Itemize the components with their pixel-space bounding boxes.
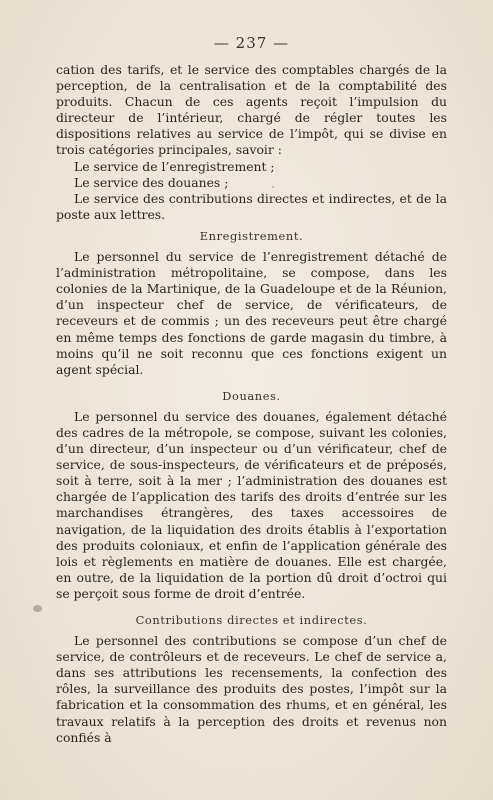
ink-spot <box>33 605 42 612</box>
intro-paragraph: cation des tarifs, et le service des comptables chargés de la perception, de la centralisation et de la comptabilité des produits. Chacun de ces agents reçoit l’impulsion du directeur de l’intérieur, chargé de régler toutes les dispositions relatives au service de l’impôt, qui se divise en trois catégories principales, savoir : <box>56 62 447 158</box>
section-heading-contributions: Contributions directes et indirectes. <box>135 613 368 627</box>
page-number: — 237 — <box>213 34 290 52</box>
list-item-douanes: Le service des douanes ; <box>74 174 229 190</box>
list-item-enregistrement: Le service de l’enregistrement ; <box>74 158 275 174</box>
ink-speck <box>272 186 274 188</box>
section-text-douanes: Le personnel du service des douanes, également détaché des cadres de la métropole, se compose, suivant les colonies, d’un directeur, d’un inspecteur ou d’un vérificateur, chef de service, de sous-inspecteurs, de vérificateurs et de préposés, soit à terre, soit à la mer ; l’administration des douanes est chargée de l’application des tarifs des droits d’entrée sur les marchandises étrangères, des taxes accessoires de navigation, de la liquidation des droits établis à l’exportation des produits coloniaux, et enfin de l’application générale des lois et règlements en matière de douanes. Elle est chargée, en outre, de la liquidation de la portion dû droit d’octroi qui se perçoit sous forme de droit d’entrée. <box>56 408 447 601</box>
section-heading-douanes: Douanes. <box>222 388 281 403</box>
section-text-contributions: Le personnel des contributions se compose d’un chef de service, de contrôleurs et de receveurs. Le chef de service a, dans ses attributions les recensements, la confection des rôles, la surveillance des produits des postes, l’impôt sur la fabrication et la consommation des rhums, et en général, les travaux relatifs à la perception des droits et revenus non confiés à <box>56 633 447 745</box>
page-body <box>56 62 447 746</box>
list-item-contributions: Le service des contributions directes et indirectes, et de la poste aux lettres. <box>56 190 447 222</box>
section-text-enregistrement: Le personnel du service de l’enregistrement détaché de l’administration métropolitaine, se compose, dans les colonies de la Martinique, de la Guadeloupe et de la Réunion, d’un inspecteur chef de service, de vérificateurs, de receveurs et de commis ; un des receveurs peut être chargé en même temps des fonctions de garde magasin du timbre, à moins qu’il ne soit reconnu que ces fonctions exigent un agent spécial. <box>56 249 447 377</box>
section-heading-enregistrement: Enregistrement. <box>199 228 304 243</box>
